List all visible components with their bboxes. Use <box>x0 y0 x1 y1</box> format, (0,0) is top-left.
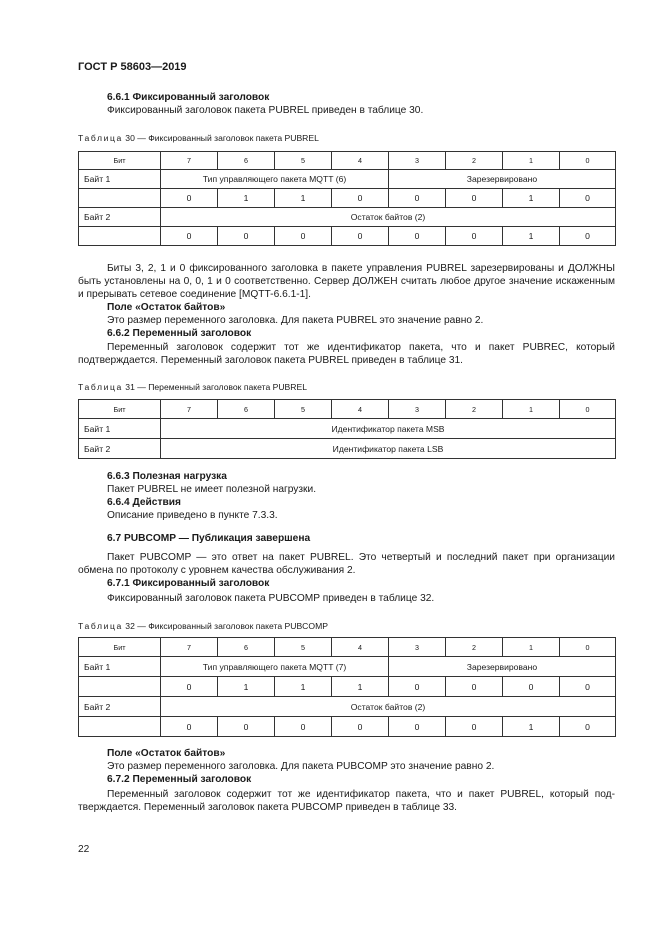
bit-cell: 1 <box>503 638 560 657</box>
value-cell: 1 <box>503 189 560 208</box>
value-cell: 0 <box>503 677 560 697</box>
value-cell: 1 <box>503 227 560 246</box>
table-row <box>79 208 616 227</box>
value-cell: 1 <box>218 677 275 697</box>
value-cell: 0 <box>389 227 446 246</box>
field-text-pubcomp: Это размер переменного заголовка. Для пакета PUBCOMP это значение равно 2. <box>107 761 495 772</box>
bit-cell: 7 <box>161 152 218 170</box>
packet-id-lsb-cell: Идентификатор пакета LSB <box>161 439 616 459</box>
bits-label-cell: Бит <box>79 152 161 170</box>
empty-cell <box>79 189 161 208</box>
table-32-caption <box>78 621 328 631</box>
bit-cell: 0 <box>560 400 616 419</box>
value-cell: 0 <box>161 677 218 697</box>
value-cell: 0 <box>161 227 218 246</box>
bits-paragraph: Биты 3, 2, 1 и 0 фиксированного заголовка в пакете управления PUBREL зарезервированы и ДОЛЖНЫ быть установлены на 0, 0, 1 и 0 соответственно. Сервер ДОЛЖЕН считать любое другое значение искаженным и прерывать сетевое соединение [MQTT-6.6.1-1]. <box>78 263 615 301</box>
empty-cell <box>79 677 161 697</box>
table-caption-prefix: Таблица <box>78 621 123 631</box>
table-bits-row <box>79 152 616 170</box>
section-text-6-6-3: Пакет PUBREL не имеет полезной нагрузки. <box>107 484 317 495</box>
value-cell: 0 <box>389 717 446 737</box>
byte-label-cell: Байт 1 <box>79 419 161 439</box>
value-cell: 0 <box>446 227 503 246</box>
section-heading-6-7-2: 6.7.2 Переменный заголовок <box>107 774 252 785</box>
value-cell: 0 <box>389 677 446 697</box>
table-row <box>79 657 616 677</box>
reserved-cell: Зарезервировано <box>389 170 616 189</box>
value-cell: 0 <box>161 717 218 737</box>
value-cell: 0 <box>560 717 616 737</box>
byte-label-cell: Байт 1 <box>79 657 161 677</box>
packet-type-cell: Тип управляющего пакета MQTT (7) <box>161 657 389 677</box>
bit-cell: 4 <box>332 400 389 419</box>
bit-cell: 2 <box>446 638 503 657</box>
section-text-6-6-2: Переменный заголовок содержит тот же идентификатор пакета, что и пакет PUBREC, который подтверждается. Переменный заголовок пакета PUBREL приведен в таблице 31. <box>78 342 615 367</box>
value-cell: 1 <box>275 677 332 697</box>
byte-label-cell: Байт 2 <box>79 697 161 717</box>
table-row <box>79 717 616 737</box>
value-cell: 0 <box>560 189 616 208</box>
packet-id-msb-cell: Идентификатор пакета MSB <box>161 419 616 439</box>
field-heading-pubrel: Поле «Остаток байтов» <box>107 302 226 313</box>
bit-cell: 7 <box>161 400 218 419</box>
bits-label-cell: Бит <box>79 638 161 657</box>
bit-cell: 2 <box>446 400 503 419</box>
field-heading-pubcomp: Поле «Остаток байтов» <box>107 748 226 759</box>
value-cell: 0 <box>218 227 275 246</box>
section-heading-6-7-1: 6.7.1 Фиксированный заголовок <box>107 578 270 589</box>
bit-cell: 4 <box>332 638 389 657</box>
table-row <box>79 419 616 439</box>
value-cell: 0 <box>275 227 332 246</box>
section-text-6-7-2: Переменный заголовок содержит тот же идентификатор пакета, что и пакет PUBREL, который подтверждается. Переменный заголовок пакета PUBCOMP приведен в таблице 33. <box>78 789 615 814</box>
reserved-cell: Зарезервировано <box>389 657 616 677</box>
table-row <box>79 170 616 189</box>
section-text-6-7-1: Фиксированный заголовок пакета PUBCOMP приведен в таблице 32. <box>107 593 435 604</box>
table-30 <box>78 151 616 246</box>
bit-cell: 3 <box>389 638 446 657</box>
byte-label-cell: Байт 1 <box>79 170 161 189</box>
table-bits-row <box>79 638 616 657</box>
empty-cell <box>79 717 161 737</box>
bit-cell: 2 <box>446 152 503 170</box>
table-caption-text: 32 — Фиксированный заголовок пакета PUBCOMP <box>125 621 328 631</box>
table-caption-text: 30 — Фиксированный заголовок пакета PUBREL <box>125 133 319 143</box>
value-cell: 0 <box>332 717 389 737</box>
table-bits-row <box>79 400 616 419</box>
value-cell: 0 <box>446 717 503 737</box>
bit-cell: 6 <box>218 152 275 170</box>
byte-label-cell: Байт 2 <box>79 439 161 459</box>
value-cell: 0 <box>275 717 332 737</box>
bit-cell: 0 <box>560 638 616 657</box>
table-caption-prefix: Таблица <box>78 133 123 143</box>
bit-cell: 3 <box>389 400 446 419</box>
value-cell: 0 <box>389 189 446 208</box>
section-heading-6-6-4: 6.6.4 Действия <box>107 497 181 508</box>
value-cell: 0 <box>161 189 218 208</box>
value-cell: 0 <box>446 189 503 208</box>
section-heading-6-6-2: 6.6.2 Переменный заголовок <box>107 328 252 339</box>
remaining-length-cell: Остаток байтов (2) <box>161 697 616 717</box>
value-cell: 0 <box>218 717 275 737</box>
section-heading-6-7: 6.7 PUBCOMP — Публикация завершена <box>107 533 311 544</box>
bit-cell: 5 <box>275 400 332 419</box>
byte-label-cell: Байт 2 <box>79 208 161 227</box>
bit-cell: 1 <box>503 400 560 419</box>
section-text-6-6-1: Фиксированный заголовок пакета PUBREL приведен в таблице 30. <box>107 105 424 116</box>
table-caption-text: 31 — Переменный заголовок пакета PUBREL <box>125 382 308 392</box>
section-text-6-6-4: Описание приведено в пункте 7.3.3. <box>107 510 278 521</box>
section-text-6-7: Пакет PUBCOMP — это ответ на пакет PUBREL. Это четвертый и последний пакет при организации обмена по протоколу с уровнем качества обслуживания 2. <box>78 552 615 577</box>
packet-type-cell: Тип управляющего пакета MQTT (6) <box>161 170 389 189</box>
table-32 <box>78 637 616 737</box>
value-cell: 0 <box>560 227 616 246</box>
table-row <box>79 677 616 697</box>
table-30-caption <box>78 133 319 143</box>
table-row <box>79 227 616 246</box>
value-cell: 0 <box>560 677 616 697</box>
bit-cell: 6 <box>218 638 275 657</box>
table-caption-prefix: Таблица <box>78 382 123 392</box>
field-text-pubrel: Это размер переменного заголовка. Для пакета PUBREL это значение равно 2. <box>107 315 484 326</box>
value-cell: 1 <box>332 677 389 697</box>
document-header: ГОСТ Р 58603—2019 <box>78 61 187 73</box>
remaining-length-cell: Остаток байтов (2) <box>161 208 616 227</box>
table-row <box>79 697 616 717</box>
bit-cell: 4 <box>332 152 389 170</box>
value-cell: 0 <box>446 677 503 697</box>
bit-cell: 6 <box>218 400 275 419</box>
section-heading-6-6-3: 6.6.3 Полезная нагрузка <box>107 471 227 482</box>
value-cell: 1 <box>218 189 275 208</box>
page-number: 22 <box>78 844 90 855</box>
value-cell: 0 <box>332 189 389 208</box>
value-cell: 0 <box>332 227 389 246</box>
bit-cell: 1 <box>503 152 560 170</box>
bits-label-cell: Бит <box>79 400 161 419</box>
value-cell: 1 <box>275 189 332 208</box>
section-heading-6-6-1: 6.6.1 Фиксированный заголовок <box>107 92 270 103</box>
empty-cell <box>79 227 161 246</box>
table-row <box>79 189 616 208</box>
bit-cell: 0 <box>560 152 616 170</box>
bit-cell: 5 <box>275 152 332 170</box>
table-row <box>79 439 616 459</box>
bit-cell: 5 <box>275 638 332 657</box>
table-31 <box>78 399 616 459</box>
bit-cell: 3 <box>389 152 446 170</box>
bit-cell: 7 <box>161 638 218 657</box>
table-31-caption <box>78 382 307 392</box>
value-cell: 1 <box>503 717 560 737</box>
